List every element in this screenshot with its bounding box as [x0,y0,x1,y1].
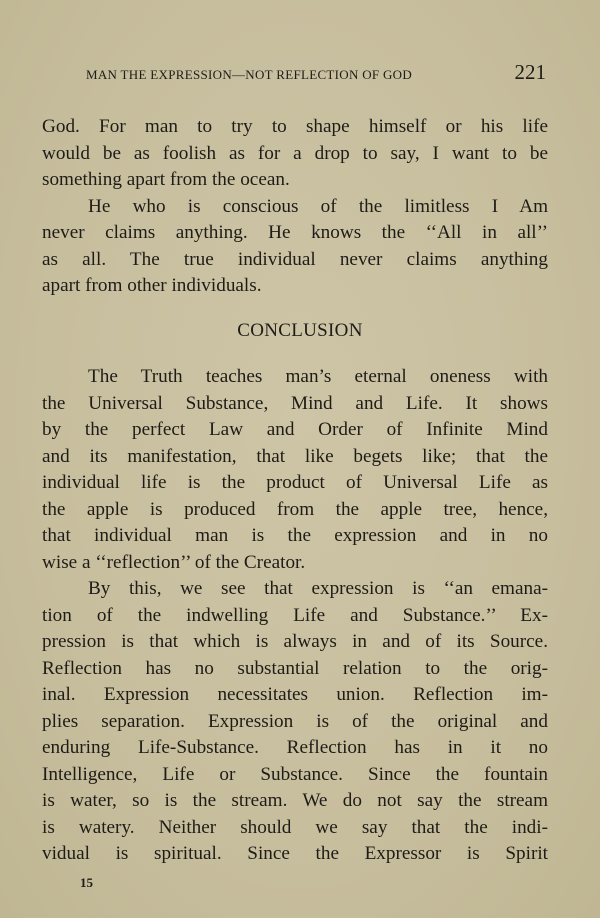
text-line: individual life is the product of Universal Life as [42,472,548,493]
text-line: Reflection has no substantial relation to the orig- [42,657,548,679]
signature-mark: 15 [80,875,93,890]
page-number: 221 [514,60,546,84]
section-heading: CONCLUSION [237,320,363,341]
text-line: tion of the indwelling Life and Substance.’’ Ex- [42,604,548,626]
text-line: pression is that which is always in and of its Source. [42,631,548,652]
text-line: plies separation. Expression is of the original and [42,710,548,732]
text-line: the Universal Substance, Mind and Life. It shows [42,392,548,414]
text-line: by the perfect Law and Order of Infinite Mind [42,419,548,440]
text-line: never claims anything. He knows the ‘‘All in all’’ [42,222,548,243]
text-line: is water, so is the stream. We do not say the stream [42,790,548,811]
page-header [86,60,546,88]
text-line: God. For man to try to shape himself or his life [42,116,548,137]
text-line: something apart from the ocean. [42,169,290,190]
text-line: apart from other individuals. [42,275,262,296]
text-line: would be as foolish as for a drop to say, I want to be [42,142,548,164]
text-line: He who is conscious of the limitless I Am [88,195,548,217]
text-line: By this, we see that expression is ‘‘an emana- [88,578,548,599]
text-line: inal. Expression necessitates union. Reflection im- [42,684,548,705]
text-line: vidual is spiritual. Since the Expressor is Spirit [42,843,548,864]
text-line: the apple is produced from the apple tree, hence, [42,498,548,520]
text-line: that individual man is the expression and in no [42,525,548,546]
text-line: The Truth teaches man’s eternal oneness with [88,366,548,387]
text-line: as all. The true individual never claims anything [42,248,548,270]
running-head: MAN THE EXPRESSION—NOT REFLECTION OF GOD [86,67,413,82]
text-line: and its manifestation, that like begets like; that the [42,445,548,467]
text-line: wise a ‘‘reflection’’ of the Creator. [42,551,306,573]
text-line: enduring Life-Substance. Reflection has in it no [42,737,548,758]
text-line: Intelligence, Life or Substance. Since the fountain [42,763,548,785]
text-line: is watery. Neither should we say that the indi- [42,816,548,838]
